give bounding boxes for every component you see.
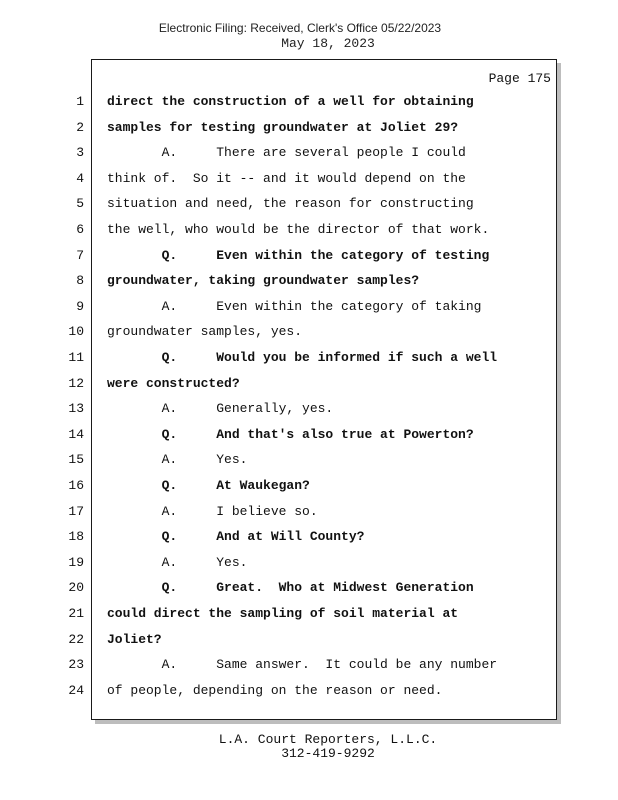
transcript-line (0, 602, 618, 628)
line-text: A. Even within the category of taking (107, 298, 482, 314)
document-date: May 18, 2023 (281, 36, 375, 51)
line-number: 19 (68, 554, 84, 570)
line-number: 20 (68, 580, 84, 596)
line-text: the well, who would be the director of that work. (107, 222, 490, 237)
transcript-line (0, 295, 618, 321)
line-text: Q. Even within the category of testing (107, 247, 490, 263)
line-text: A. There are several people I could (107, 145, 466, 161)
line-text: Q. Would you be informed if such a well (107, 350, 498, 365)
page-number-label: Page 175 (488, 71, 551, 86)
line-text: samples for testing groundwater at Joliet 29? (107, 119, 459, 135)
line-number: 13 (68, 401, 84, 417)
line-number: 11 (68, 350, 84, 365)
line-number: 8 (76, 273, 84, 289)
line-number: 24 (68, 682, 84, 698)
line-number: 9 (76, 298, 84, 314)
transcript-line (0, 525, 618, 551)
line-number: 14 (68, 426, 84, 442)
line-number: 4 (76, 170, 84, 186)
line-number: 1 (76, 94, 84, 109)
line-number: 21 (68, 606, 84, 621)
transcript-line (0, 346, 618, 372)
transcript-line (0, 653, 618, 679)
transcript-line (0, 167, 618, 193)
transcript-line (0, 141, 618, 167)
line-number: 2 (76, 119, 84, 135)
transcript-line (0, 474, 618, 500)
transcript-line (0, 679, 618, 705)
line-number: 3 (76, 145, 84, 161)
line-text: A. Generally, yes. (107, 401, 334, 417)
line-number: 17 (68, 503, 84, 519)
line-text: Q. Great. Who at Midwest Generation (107, 580, 474, 596)
line-text: A. I believe so. (107, 503, 318, 519)
transcript-line (0, 269, 618, 295)
transcript-line (0, 90, 618, 116)
transcript-line (0, 576, 618, 602)
line-text: were constructed? (107, 375, 240, 391)
line-text: Q. And that's also true at Powerton? (107, 426, 474, 442)
line-text: of people, depending on the reason or need. (107, 682, 443, 698)
line-text: Q. And at Will County? (107, 529, 365, 545)
line-number: 18 (68, 529, 84, 545)
line-number: 10 (68, 324, 84, 340)
line-number: 7 (76, 247, 84, 263)
line-number: 15 (68, 452, 84, 468)
line-text: A. Yes. (107, 554, 248, 570)
line-number: 22 (68, 631, 84, 647)
transcript-line (0, 244, 618, 270)
line-text: groundwater, taking groundwater samples? (107, 273, 420, 289)
line-number: 5 (76, 196, 84, 212)
line-text: A. Same answer. It could be any number (107, 657, 498, 673)
transcript-line (0, 116, 618, 142)
footer-company: L.A. Court Reporters, L.L.C. (218, 732, 438, 747)
transcript-line (0, 551, 618, 577)
transcript-line (0, 628, 618, 654)
transcript-line (0, 500, 618, 526)
line-text: direct the construction of a well for obtaining (107, 94, 474, 109)
transcript-line (0, 192, 618, 218)
transcript-line (0, 397, 618, 423)
line-number: 12 (68, 375, 84, 391)
transcript-line (0, 448, 618, 474)
transcript-line (0, 320, 618, 346)
transcript-line (0, 423, 618, 449)
line-text: Q. At Waukegan? (107, 478, 310, 493)
line-text: A. Yes. (107, 452, 248, 468)
transcript-line (0, 218, 618, 244)
filing-stamp: Electronic Filing: Received, Clerk's Office 05/22/2023 (158, 21, 442, 35)
line-text: think of. So it -- and it would depend on the (107, 170, 466, 186)
line-number: 23 (68, 657, 84, 673)
line-text: Joliet? (107, 631, 162, 647)
line-text: situation and need, the reason for constructing (107, 196, 474, 212)
transcript-line (0, 372, 618, 398)
line-number: 6 (76, 222, 84, 237)
line-text: could direct the sampling of soil material at (107, 606, 459, 621)
footer-phone: 312-419-9292 (281, 746, 375, 761)
line-number: 16 (68, 478, 84, 493)
line-text: groundwater samples, yes. (107, 324, 303, 340)
